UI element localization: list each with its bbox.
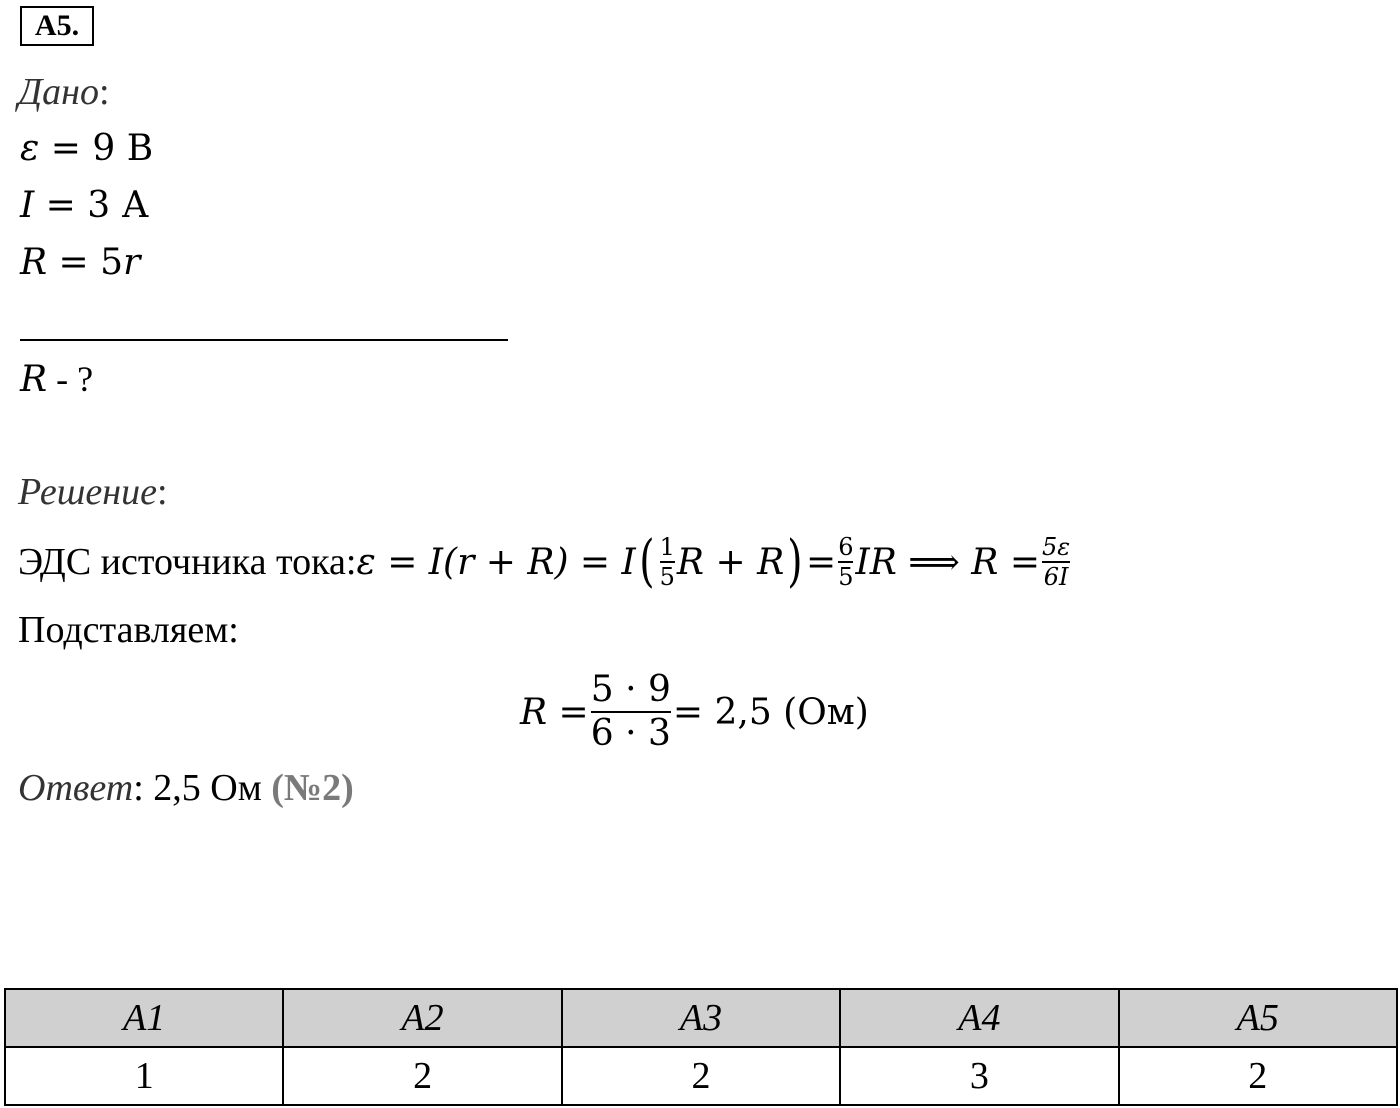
fraction-six-fifths — [838, 534, 853, 591]
find-question: - ? — [47, 359, 94, 399]
calc-rhs: = 2,5 (Ом) — [672, 691, 869, 733]
answer-table-value-row — [5, 1047, 1397, 1105]
find-var: R — [20, 359, 48, 400]
calc-fraction — [591, 670, 671, 753]
fraction-result-den: 6I — [1043, 563, 1069, 591]
answer-table-header: А5 — [1119, 989, 1397, 1047]
answer-line — [18, 766, 354, 810]
answer-table-header: А1 — [5, 989, 283, 1047]
fraction-result-num: 5ε — [1042, 532, 1071, 561]
fraction-one-fifth-num: 1 — [659, 532, 675, 561]
answer-table — [4, 988, 1398, 1106]
emf-part3: IR ⟹ R = — [855, 541, 1041, 583]
given-current-value: = 3 А — [34, 185, 149, 226]
answer-table-cell: 2 — [562, 1047, 840, 1105]
emf-label: ЭДС источника тока: — [18, 541, 357, 583]
solution-heading-colon: : — [156, 471, 168, 513]
answer-value: 2,5 Ом — [153, 767, 272, 809]
calculation-line — [520, 660, 869, 764]
answer-table-cell: 1 — [5, 1047, 283, 1105]
emf-equation-line — [18, 524, 1072, 600]
substitute-label: Подставляем: — [18, 609, 239, 651]
fraction-one-fifth-den: 5 — [659, 563, 675, 591]
fraction-one-fifth — [660, 534, 675, 591]
fraction-result — [1042, 534, 1070, 591]
answer-option: (№2) — [271, 767, 354, 809]
given-heading — [18, 70, 110, 114]
emf-part1: ε = I(r + R) = I — [356, 541, 636, 583]
given-resistance — [20, 242, 140, 283]
answer-table-header: А4 — [840, 989, 1118, 1047]
given-emf-value: = 9 В — [39, 128, 154, 169]
answer-table-cell: 3 — [840, 1047, 1118, 1105]
left-paren: ( — [639, 529, 655, 594]
answer-colon: : — [133, 767, 154, 809]
given-resistance-tail: r — [123, 242, 141, 283]
answer-table-header: А3 — [562, 989, 840, 1047]
right-paren: ) — [787, 529, 803, 594]
solution-heading — [18, 470, 168, 514]
given-resistance-var: R — [20, 242, 48, 283]
problem-number: А5. — [20, 6, 94, 46]
given-emf — [20, 128, 153, 169]
calc-fraction-num: 5 · 9 — [590, 669, 671, 711]
emf-inner: R + R — [676, 541, 785, 583]
given-heading-colon: : — [99, 71, 110, 113]
answer-table-cell: 2 — [283, 1047, 561, 1105]
solution-heading-text: Решение — [18, 471, 157, 513]
fraction-six-fifths-den: 5 — [838, 563, 854, 591]
given-current — [20, 185, 149, 226]
given-divider — [20, 339, 508, 341]
find-line — [20, 358, 93, 400]
answer-label: Ответ — [18, 767, 134, 809]
given-heading-text: Дано — [18, 71, 100, 113]
fraction-six-fifths-num: 6 — [838, 532, 854, 561]
given-emf-var: ε — [20, 128, 40, 169]
calc-fraction-den: 6 · 3 — [590, 713, 671, 754]
answer-table-header-row — [5, 989, 1397, 1047]
answer-table-cell: 2 — [1119, 1047, 1397, 1105]
calc-lhs: R = — [520, 691, 589, 733]
emf-part2: = — [806, 541, 837, 583]
given-resistance-value: = 5 — [47, 242, 124, 283]
given-current-var: I — [20, 185, 35, 226]
answer-table-header: А2 — [283, 989, 561, 1047]
